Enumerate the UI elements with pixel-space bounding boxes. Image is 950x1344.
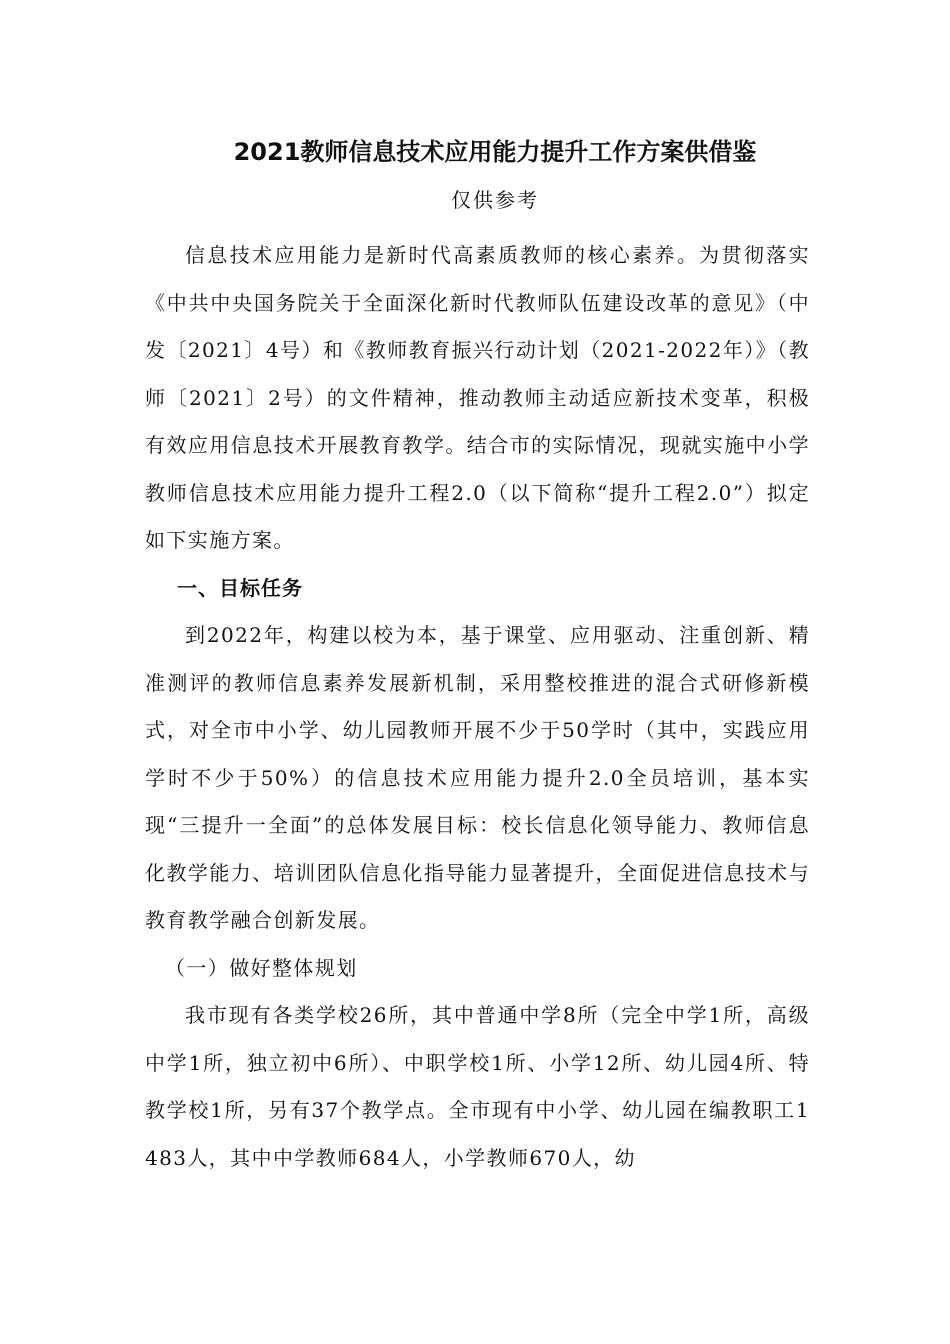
document-body	[145, 232, 810, 1182]
section-heading-goals: 一、目标任务	[177, 575, 303, 600]
paragraph-intro: 信息技术应用能力是新时代高素质教师的核心素养。为贯彻落实《中共中央国务院关于全面深化新时代教师队伍建设改革的意见》（中发〔2021〕4号）和《教师教育振兴行动计划（2021-2022年）》（教师〔2021〕2号）的文件精神，推动教师主动适应新技术变革，积极有效应用信息技术开展教育教学。结合市的实际情况，现就实施中小学教师信息技术应用能力提升工程2.0（以下简称“提升工程2.0”）拟定如下实施方案。	[145, 243, 810, 552]
subsection-heading-planning: （一）做好整体规划	[165, 955, 358, 980]
document-title: 2021教师信息技术应用能力提升工作方案供借鉴	[233, 138, 757, 166]
paragraph-goal: 到2022年，构建以校为本，基于课堂、应用驱动、注重创新、精准测评的教师信息素养发展新机制，采用整校推进的混合式研修新模式，对全市中小学、幼儿园教师开展不少于50学时（其中，实践应用学时不少于50%）的信息技术应用能力提升2.0全员培训，基本实现“三提升一全面”的总体发展目标：校长信息化领导能力、教师信息化教学能力、培训团队信息化指导能力显著提升，全面促进信息技术与教育教学融合创新发展。	[145, 623, 810, 932]
document-subtitle: 仅供参考	[451, 188, 539, 212]
paragraph-stats: 我市现有各类学校26所，其中普通中学8所（完全中学1所，高级中学1所，独立初中6所）、中职学校1所、小学12所、幼儿园4所、特教学校1所，另有37个教学点。全市现有中小学、幼儿园在编教职工1483人，其中中学教师684人，小学教师670人，幼	[145, 1003, 810, 1170]
